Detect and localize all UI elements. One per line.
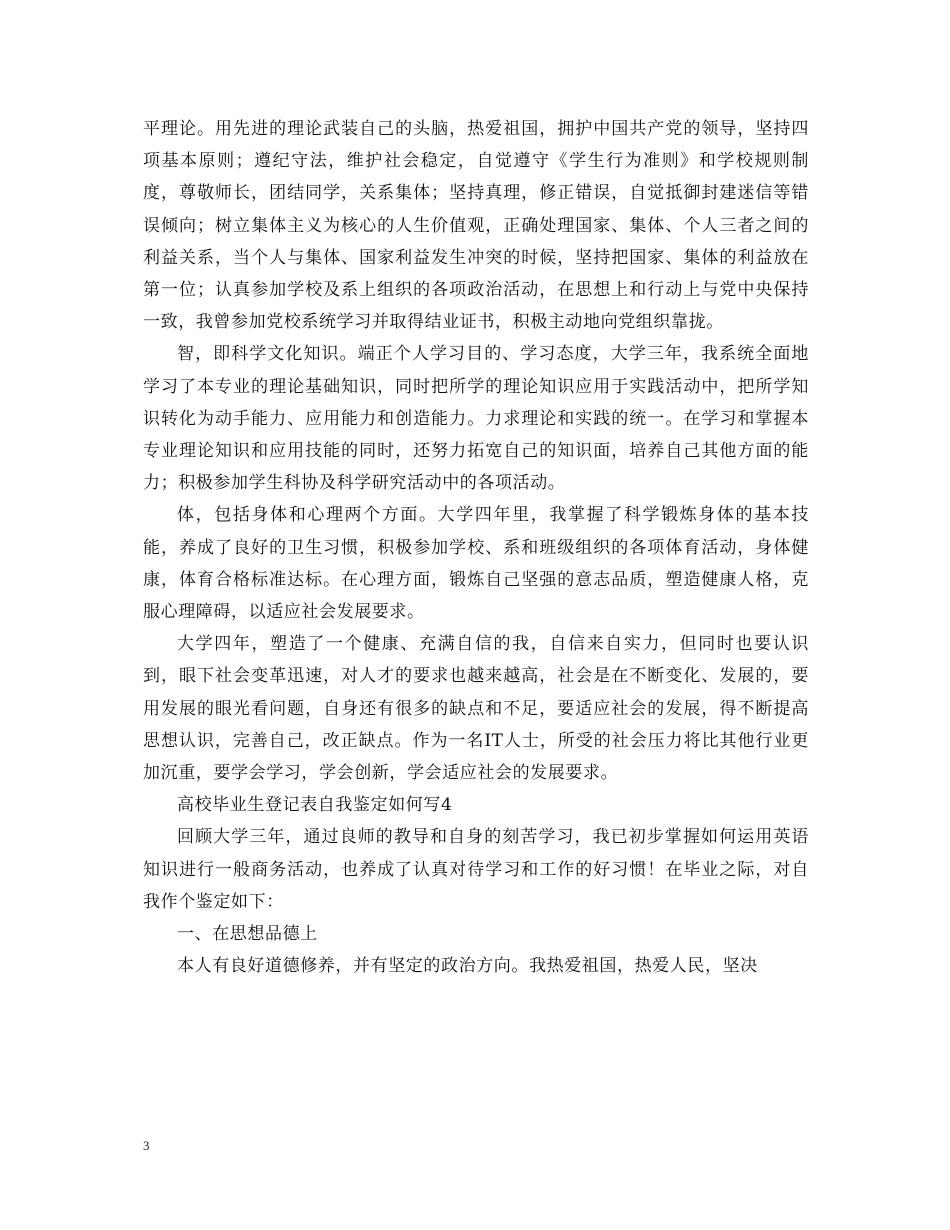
paragraph-review: 回顾大学三年，通过良师的教导和自身的刻苦学习，我已初步掌握如何运用英语知识进行一般商务活动，也养成了认真对待学习和工作的好习惯！在毕业之际，对自我作个鉴定如下： — [143, 827, 809, 912]
subsection-title: 一、在思想品德上 — [177, 924, 318, 945]
section-title: 高校毕业生登记表自我鉴定如何写4 — [177, 795, 453, 816]
paragraph-continuation: 平理论。用先进的理论武装自己的头脑，热爱祖国，拥护中国共产党的领导，坚持四项基本原则；遵纪守法，维护社会稳定，自觉遵守《学生行为准则》和学校规则制度，尊敬师长，团结同学，关系集体；坚持真理，修正错误，自觉抵御封建迷信等错误倾向；树立集体主义为核心的人生价值观，正确处理国家、集体、个人三者之间的利益关系，当个人与集体、国家利益发生冲突的时候，坚持把国家、集体的利益放在第一位；认真参加学校及系上组织的各项政治活动，在思想上和行动上与党中央保持一致，我曾参加党校系统学习并取得结业证书，积极主动地向党组织靠拢。 — [143, 119, 809, 333]
paragraph-morality: 本人有良好道德修养，并有坚定的政治方向。我热爱祖国，热爱人民，坚决 — [177, 956, 758, 977]
paragraph-summary: 大学四年，塑造了一个健康、充满自信的我，自信来自实力，但同时也要认识到，眼下社会变革迅速，对人才的要求也越来越高，社会是在不断变化、发展的，要用发展的眼光看问题，自身还有很多的缺点和不足，要适应社会的发展，得不断提高思想认识，完善自己，改正缺点。作为一名IT人士，所受的社会压力将比其他行业更加沉重，要学会学习，学会创新，学会适应社会的发展要求。 — [143, 634, 809, 784]
document-body — [143, 113, 809, 982]
paragraph-physical: 体，包括身体和心理两个方面。大学四年里，我掌握了科学锻炼身体的基本技能，养成了良好的卫生习惯，积极参加学校、系和班级组织的各项体育活动，身体健康，体育合格标准达标。在心理方面，锻炼自己坚强的意志品质，塑造健康人格，克服心理障碍，以适应社会发展要求。 — [143, 505, 809, 623]
page-number: 3 — [143, 1138, 150, 1153]
paragraph-intellect: 智，即科学文化知识。端正个人学习目的、学习态度，大学三年，我系统全面地学习了本专业的理论基础知识，同时把所学的理论知识应用于实践活动中，把所学知识转化为动手能力、应用能力和创造能力。力求理论和实践的统一。在学习和掌握本专业理论知识和应用技能的同时，还努力拓宽自己的知识面，培养自己其他方面的能力；积极参加学生科协及科学研究活动中的各项活动。 — [143, 344, 809, 494]
